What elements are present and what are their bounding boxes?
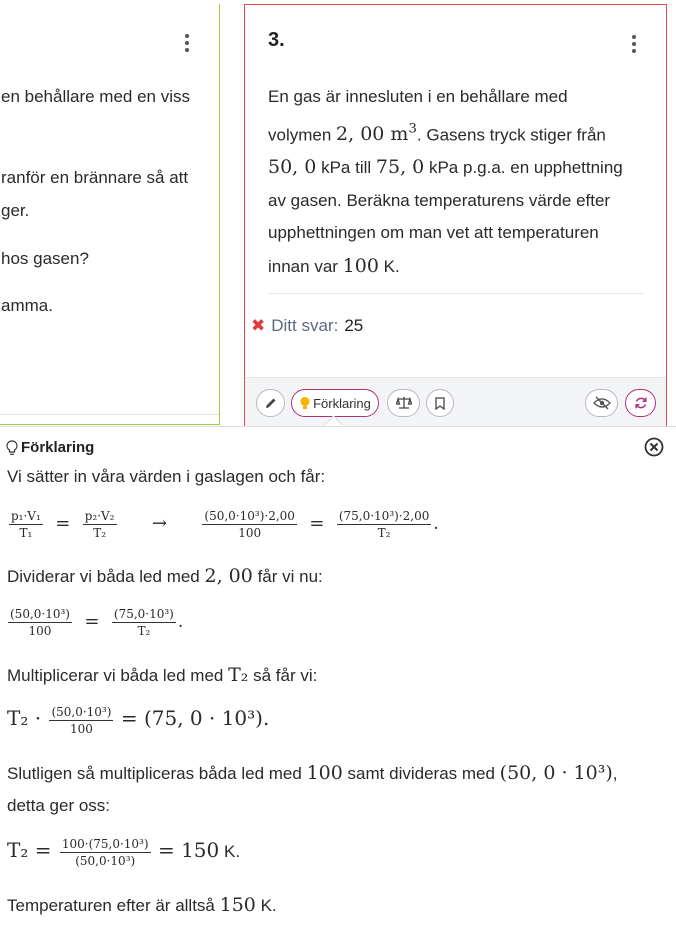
question-card — [244, 4, 667, 429]
equation-gas-law: $\frac{\text{p₁·V₁}}{\text{T₁}}$ = $\frac{\text{p₂·V₂}}{\text{T₂}}$ → $\frac{\text{(50,0·10³)·2,00}}{100}$ = $\frac{\text{(75,0·10³)·2,00}}{\text{T₂}}$ . — [11, 509, 439, 540]
edit-button[interactable] — [256, 389, 285, 417]
previous-question-card — [0, 4, 220, 425]
formula-sheet-button[interactable] — [387, 389, 420, 417]
explanation-button-label: Förklaring — [313, 395, 371, 411]
question-text-line: amma. — [1, 296, 53, 315]
divider — [268, 293, 644, 294]
more-options-icon[interactable] — [185, 34, 189, 52]
more-options-icon[interactable] — [632, 35, 636, 53]
wrong-icon: ✖ — [251, 316, 266, 335]
question-text-line: ranför en brännare så att — [1, 168, 189, 187]
equation-divided: $\frac{\text{(50,0·10³)}}{100}$ = $\frac{\text{(75,0·10³)}}{\text{T₂}}$ . — [10, 607, 184, 638]
bookmark-icon — [435, 397, 445, 410]
equation-multiplied: T₂ · $\frac{\text{(50,0·10³)}}{100}$ = (75, 0 · 10³). — [7, 705, 270, 736]
explanation-text: Slutligen så multipliceras båda led med 100 samt divideras med (50, 0 · 10³), — [7, 762, 618, 784]
explanation-panel — [0, 426, 676, 945]
eye-off-icon — [593, 396, 611, 410]
pressure-end: 75, 0 — [375, 156, 425, 179]
answer-value: 25 — [344, 316, 364, 335]
explanation-text: Dividerar vi båda led med 2, 00 får vi nu: — [7, 565, 323, 587]
question-text: En gas är innesluten i en behållare med volymen 2, 00 $m^3$. Gasens tryck stiger från 50, 0 kPa till 75, 0 kPa p.g.a. en upphettning av gasen. Beräkna temperaturens värde efter upphettningen om man vet att temperaturen innan var 100 K. — [268, 87, 623, 277]
close-icon — [644, 437, 664, 457]
hide-button[interactable] — [585, 389, 618, 417]
temperature-start: 100 — [342, 254, 379, 277]
divider — [0, 414, 219, 415]
retry-button[interactable] — [625, 389, 656, 417]
refresh-icon — [634, 396, 648, 410]
pressure-start: 50, 0 — [268, 156, 317, 179]
explanation-conclusion: Temperaturen efter är alltså 150 K. — [7, 894, 277, 916]
question-text-line: ger. — [1, 201, 30, 220]
bookmark-button[interactable] — [426, 389, 454, 417]
explanation-title: Förklaring — [6, 439, 94, 456]
answer-label: Ditt svar: — [271, 316, 339, 335]
question-text-line: hos gasen? — [1, 249, 89, 268]
question-number: 3. — [268, 29, 285, 51]
close-button[interactable] — [644, 437, 664, 462]
explanation-button[interactable] — [291, 389, 379, 417]
lightbulb-icon — [299, 396, 311, 411]
your-answer — [251, 316, 363, 336]
scale-icon — [396, 396, 412, 410]
equation-result: T₂ = $\frac{\text{100·(75,0·10³)}}{\text{(50,0·10³)}}$ = 150 K. — [7, 837, 241, 868]
explanation-text: Multiplicerar vi båda led med T₂ så får vi: — [7, 664, 318, 686]
volume-value: 2, 00 $m^3$ — [336, 121, 417, 145]
explanation-text: detta ger oss: — [7, 796, 111, 815]
explanation-text: Vi sätter in våra värden i gaslagen och får: — [7, 467, 326, 486]
question-text-line: en behållare med en viss — [1, 87, 191, 106]
pencil-icon — [264, 396, 278, 410]
lightbulb-icon — [6, 440, 18, 456]
